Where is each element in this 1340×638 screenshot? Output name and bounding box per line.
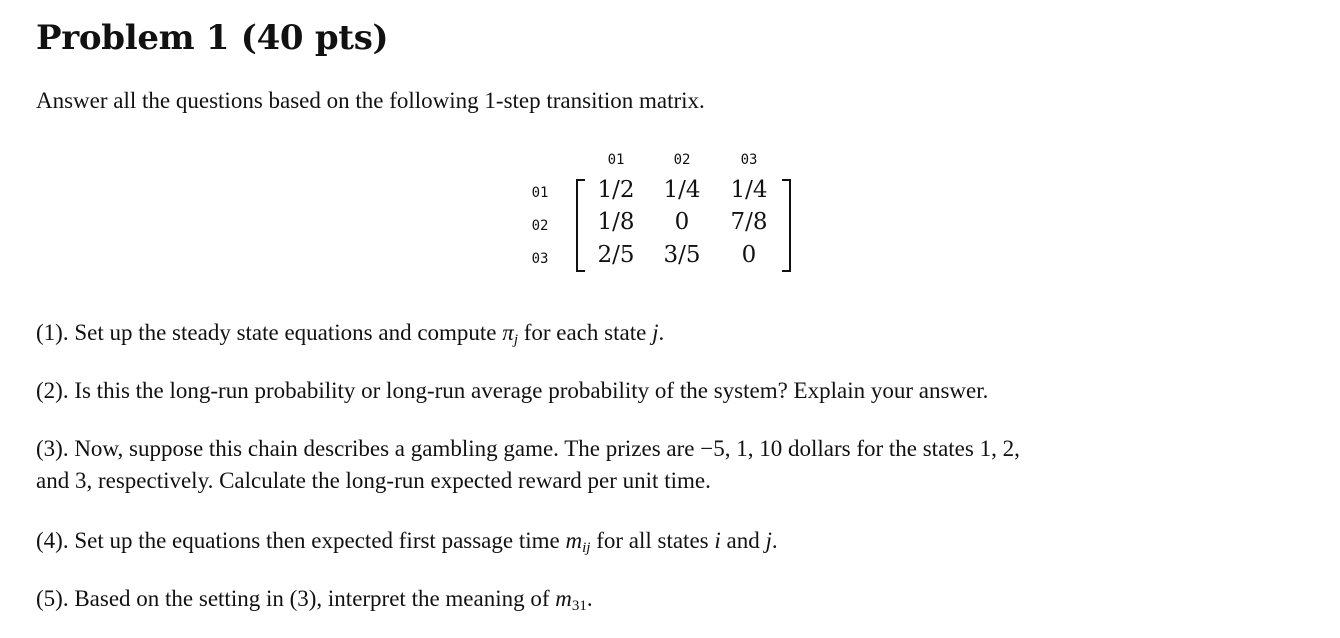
matrix-cell: 1/4 (663, 177, 701, 203)
question-4-prefix: (4). Set up the equations then expected first passage time (36, 528, 566, 553)
question-1 (36, 320, 664, 349)
math-pi: π (502, 320, 514, 345)
question-5 (36, 586, 593, 615)
question-5-suffix: . (586, 586, 593, 611)
matrix-row-label: 02 (531, 218, 549, 234)
matrix-cell: 3/5 (663, 242, 701, 268)
matrix-col-label: 01 (607, 152, 625, 168)
matrix-col-label: 03 (740, 152, 758, 168)
matrix-cell: 1/2 (597, 177, 635, 203)
question-4-suffix: . (771, 528, 778, 553)
intro-text: Answer all the questions based on the following 1-step transition matrix. (36, 88, 705, 113)
math-m: m (555, 586, 572, 611)
math-m: m (565, 528, 583, 553)
question-2 (36, 378, 988, 404)
math-m-subscript: 31 (571, 598, 587, 614)
math-m-subscript: ij (582, 540, 591, 556)
matrix-row-label: 01 (531, 185, 549, 201)
question-1-prefix: (1). Set up the steady state equations and compute (36, 320, 503, 345)
matrix-left-bracket (576, 179, 585, 272)
question-1-middle: for each state (517, 320, 653, 345)
question-5-prefix: (5). Based on the setting in (3), interpret the meaning of (36, 586, 556, 611)
question-4 (36, 528, 778, 557)
matrix-cell: 7/8 (730, 209, 768, 235)
matrix-right-bracket (782, 179, 791, 272)
question-4-and: and (720, 528, 766, 553)
matrix-row-label: 03 (531, 251, 549, 267)
question-1-suffix: . (658, 320, 665, 345)
matrix-cell: 0 (741, 242, 757, 268)
math-pi-subscript: j (513, 332, 518, 348)
matrix-col-label: 02 (673, 152, 691, 168)
question-3-line-2: and 3, respectively. Calculate the long-run expected reward per unit time. (36, 468, 711, 493)
matrix-cell: 2/5 (597, 242, 635, 268)
math-i: i (714, 528, 721, 553)
math-j: j (652, 320, 659, 345)
matrix-cell: 0 (674, 209, 690, 235)
question-2-text: (2). Is this the long-run probability or long-run average probability of the system? Explain your answer. (36, 378, 989, 403)
transition-matrix (525, 150, 805, 280)
math-j: j (765, 528, 772, 553)
matrix-cell: 1/8 (597, 209, 635, 235)
question-4-middle: for all states (590, 528, 715, 553)
matrix-cell: 1/4 (730, 177, 768, 203)
question-3-line-1: (3). Now, suppose this chain describes a gambling game. The prizes are −5, 1, 10 dollars for the states 1, 2, (36, 436, 1020, 461)
problem-title: Problem 1 (40 pts) (36, 18, 389, 58)
